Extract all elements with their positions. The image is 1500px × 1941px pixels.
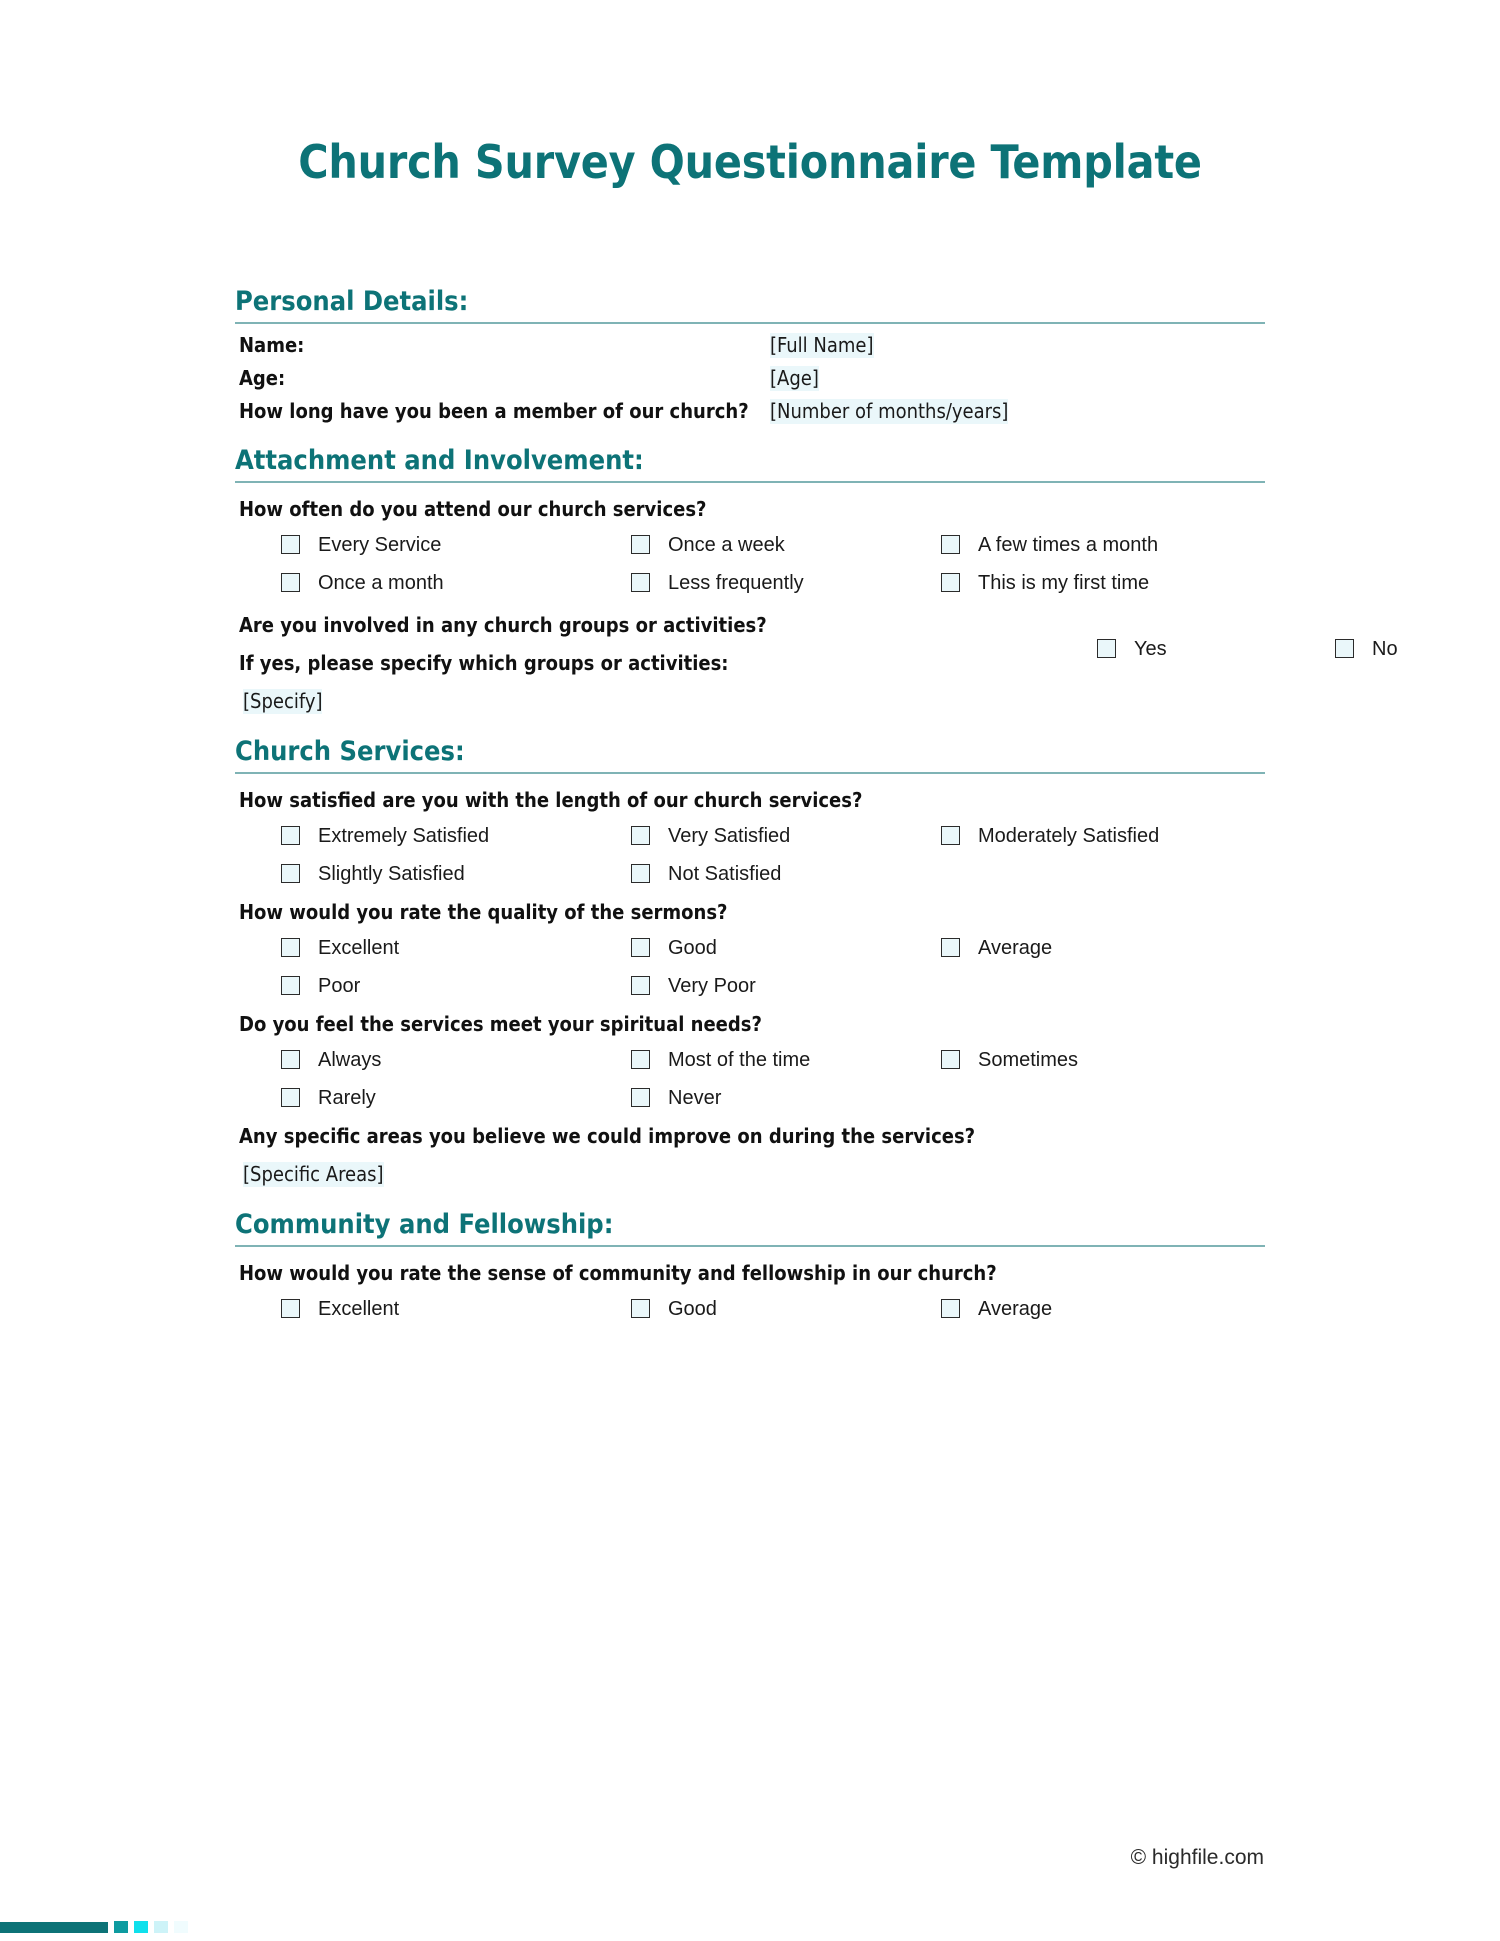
question-label: If yes, please specify which groups or activities:	[239, 650, 729, 675]
option-average[interactable]	[941, 936, 1265, 960]
option-label: Excellent	[318, 936, 400, 959]
option-never[interactable]	[631, 1086, 941, 1110]
option-average[interactable]	[941, 1297, 1265, 1321]
deco-square-2	[134, 1921, 148, 1933]
checkbox-icon[interactable]	[941, 573, 960, 592]
option-label: Less frequently	[668, 571, 804, 594]
option-slightly-satisfied[interactable]	[281, 862, 631, 886]
option-label: Rarely	[318, 1086, 376, 1109]
checkbox-icon[interactable]	[1335, 639, 1354, 658]
question-label: Are you involved in any church groups or activities?	[239, 612, 767, 637]
question-label: How would you rate the quality of the sermons?	[239, 899, 728, 924]
checkbox-icon[interactable]	[631, 1050, 650, 1069]
document-content	[235, 216, 1398, 1321]
option-label: Average	[978, 1297, 1053, 1320]
section-community-fellowship	[235, 1187, 1265, 1321]
option-label: Never	[668, 1086, 722, 1109]
option-group-sermon-quality	[239, 924, 1265, 998]
option-very-satisfied[interactable]	[631, 824, 941, 848]
input-specify-groups[interactable]: [Specify]	[243, 688, 323, 713]
option-label: This is my first time	[978, 571, 1150, 594]
checkbox-icon[interactable]	[281, 938, 300, 957]
option-label: Good	[668, 936, 717, 959]
checkbox-icon[interactable]	[281, 1299, 300, 1318]
question-sermon-quality	[235, 886, 1265, 998]
deco-square-1	[114, 1921, 128, 1933]
option-once-a-month[interactable]	[281, 571, 631, 595]
option-very-poor[interactable]	[631, 974, 941, 998]
option-label: Poor	[318, 974, 361, 997]
checkbox-icon[interactable]	[281, 535, 300, 554]
checkbox-icon[interactable]	[1097, 639, 1116, 658]
question-label: How satisfied are you with the length of our church services?	[239, 787, 863, 812]
option-group-spiritual-needs	[239, 1036, 1265, 1110]
option-rarely[interactable]	[281, 1086, 631, 1110]
field-row-membership-length	[235, 390, 1265, 423]
checkbox-icon[interactable]	[631, 864, 650, 883]
checkbox-icon[interactable]	[281, 976, 300, 995]
checkbox-icon[interactable]	[941, 1299, 960, 1318]
option-good[interactable]	[631, 1297, 941, 1321]
option-label: Yes	[1134, 637, 1167, 660]
input-improvement-areas[interactable]: [Specific Areas]	[243, 1161, 384, 1186]
field-value-age[interactable]: [Age]	[770, 365, 819, 390]
option-label: Not Satisfied	[668, 862, 782, 885]
field-row-name	[235, 324, 1265, 357]
question-label: Do you feel the services meet your spiritual needs?	[239, 1011, 762, 1036]
section-heading-community-fellowship: Community and Fellowship:	[235, 1208, 614, 1240]
option-label: Once a week	[668, 533, 785, 556]
question-spiritual-needs	[235, 998, 1265, 1110]
field-label-age: Age:	[239, 365, 286, 390]
field-label-membership-length: How long have you been a member of our church?	[239, 398, 749, 423]
checkbox-icon[interactable]	[281, 864, 300, 883]
option-label: Moderately Satisfied	[978, 824, 1160, 847]
option-label: Very Poor	[668, 974, 756, 997]
option-label: Always	[318, 1048, 382, 1071]
question-community-sense	[235, 1247, 1265, 1321]
option-group-community-sense	[239, 1285, 1265, 1321]
option-label: Extremely Satisfied	[318, 824, 490, 847]
option-groups-yes[interactable]	[1097, 637, 1167, 661]
question-label: How often do you attend our church services?	[239, 496, 707, 521]
checkbox-icon[interactable]	[941, 938, 960, 957]
question-improvement-areas	[235, 1110, 1265, 1187]
field-value-membership-length[interactable]: [Number of months/years]	[770, 398, 1009, 423]
option-label: Good	[668, 1297, 717, 1320]
section-attachment-involvement	[235, 423, 1398, 714]
option-a-few-times-a-month[interactable]	[941, 533, 1265, 557]
checkbox-icon[interactable]	[631, 976, 650, 995]
question-involved-in-groups	[235, 595, 1398, 660]
section-heading-church-services: Church Services:	[235, 735, 465, 767]
page-title: Church Survey Questionnaire Template	[298, 134, 1202, 189]
option-label: Sometimes	[978, 1048, 1079, 1071]
question-label: Any specific areas you believe we could improve on during the services?	[239, 1123, 976, 1148]
option-excellent[interactable]	[281, 936, 631, 960]
deco-bar	[0, 1922, 108, 1933]
checkbox-icon[interactable]	[941, 535, 960, 554]
option-poor[interactable]	[281, 974, 631, 998]
option-label: Average	[978, 936, 1053, 959]
bottom-decoration	[0, 1921, 188, 1933]
checkbox-icon[interactable]	[631, 826, 650, 845]
checkbox-icon[interactable]	[281, 573, 300, 592]
field-label-name: Name:	[239, 332, 305, 357]
question-label: How would you rate the sense of community and fellowship in our church?	[239, 1260, 997, 1285]
field-value-name[interactable]: [Full Name]	[770, 332, 874, 357]
option-label: No	[1372, 637, 1398, 660]
checkbox-icon[interactable]	[941, 1050, 960, 1069]
section-church-services	[235, 714, 1265, 1187]
option-group-service-length-satisfaction	[239, 812, 1265, 886]
field-row-age	[235, 357, 1265, 390]
option-label: Most of the time	[668, 1048, 811, 1071]
checkbox-icon[interactable]	[631, 1088, 650, 1107]
option-label: Every Service	[318, 533, 442, 556]
option-groups-no[interactable]	[1335, 637, 1398, 661]
option-most-of-the-time[interactable]	[631, 1048, 941, 1072]
question-attendance-frequency	[235, 483, 1265, 595]
footer-credit: © highfile.com	[1130, 1846, 1264, 1869]
option-once-a-week[interactable]	[631, 533, 941, 557]
option-excellent[interactable]	[281, 1297, 631, 1321]
option-group-attendance-frequency	[239, 521, 1265, 595]
option-first-time[interactable]	[941, 571, 1265, 595]
option-sometimes[interactable]	[941, 1048, 1265, 1072]
section-heading-attachment-involvement: Attachment and Involvement:	[235, 444, 644, 476]
checkbox-icon[interactable]	[281, 826, 300, 845]
option-label: Very Satisfied	[668, 824, 791, 847]
option-label: A few times a month	[978, 533, 1159, 556]
question-service-length-satisfaction	[235, 774, 1265, 886]
checkbox-icon[interactable]	[631, 535, 650, 554]
deco-square-3	[154, 1921, 168, 1933]
checkbox-icon[interactable]	[941, 826, 960, 845]
checkbox-icon[interactable]	[281, 1088, 300, 1107]
option-not-satisfied[interactable]	[631, 862, 941, 886]
option-label: Excellent	[318, 1297, 400, 1320]
checkbox-icon[interactable]	[631, 938, 650, 957]
checkbox-icon[interactable]	[631, 1299, 650, 1318]
option-good[interactable]	[631, 936, 941, 960]
section-heading-personal-details: Personal Details:	[235, 285, 469, 317]
option-every-service[interactable]	[281, 533, 631, 557]
option-label: Once a month	[318, 571, 444, 594]
option-moderately-satisfied[interactable]	[941, 824, 1265, 848]
option-always[interactable]	[281, 1048, 631, 1072]
option-label: Slightly Satisfied	[318, 862, 465, 885]
option-less-frequently[interactable]	[631, 571, 941, 595]
deco-square-4	[174, 1921, 188, 1933]
option-extremely-satisfied[interactable]	[281, 824, 631, 848]
section-personal-details	[235, 264, 1265, 423]
checkbox-icon[interactable]	[281, 1050, 300, 1069]
checkbox-icon[interactable]	[631, 573, 650, 592]
